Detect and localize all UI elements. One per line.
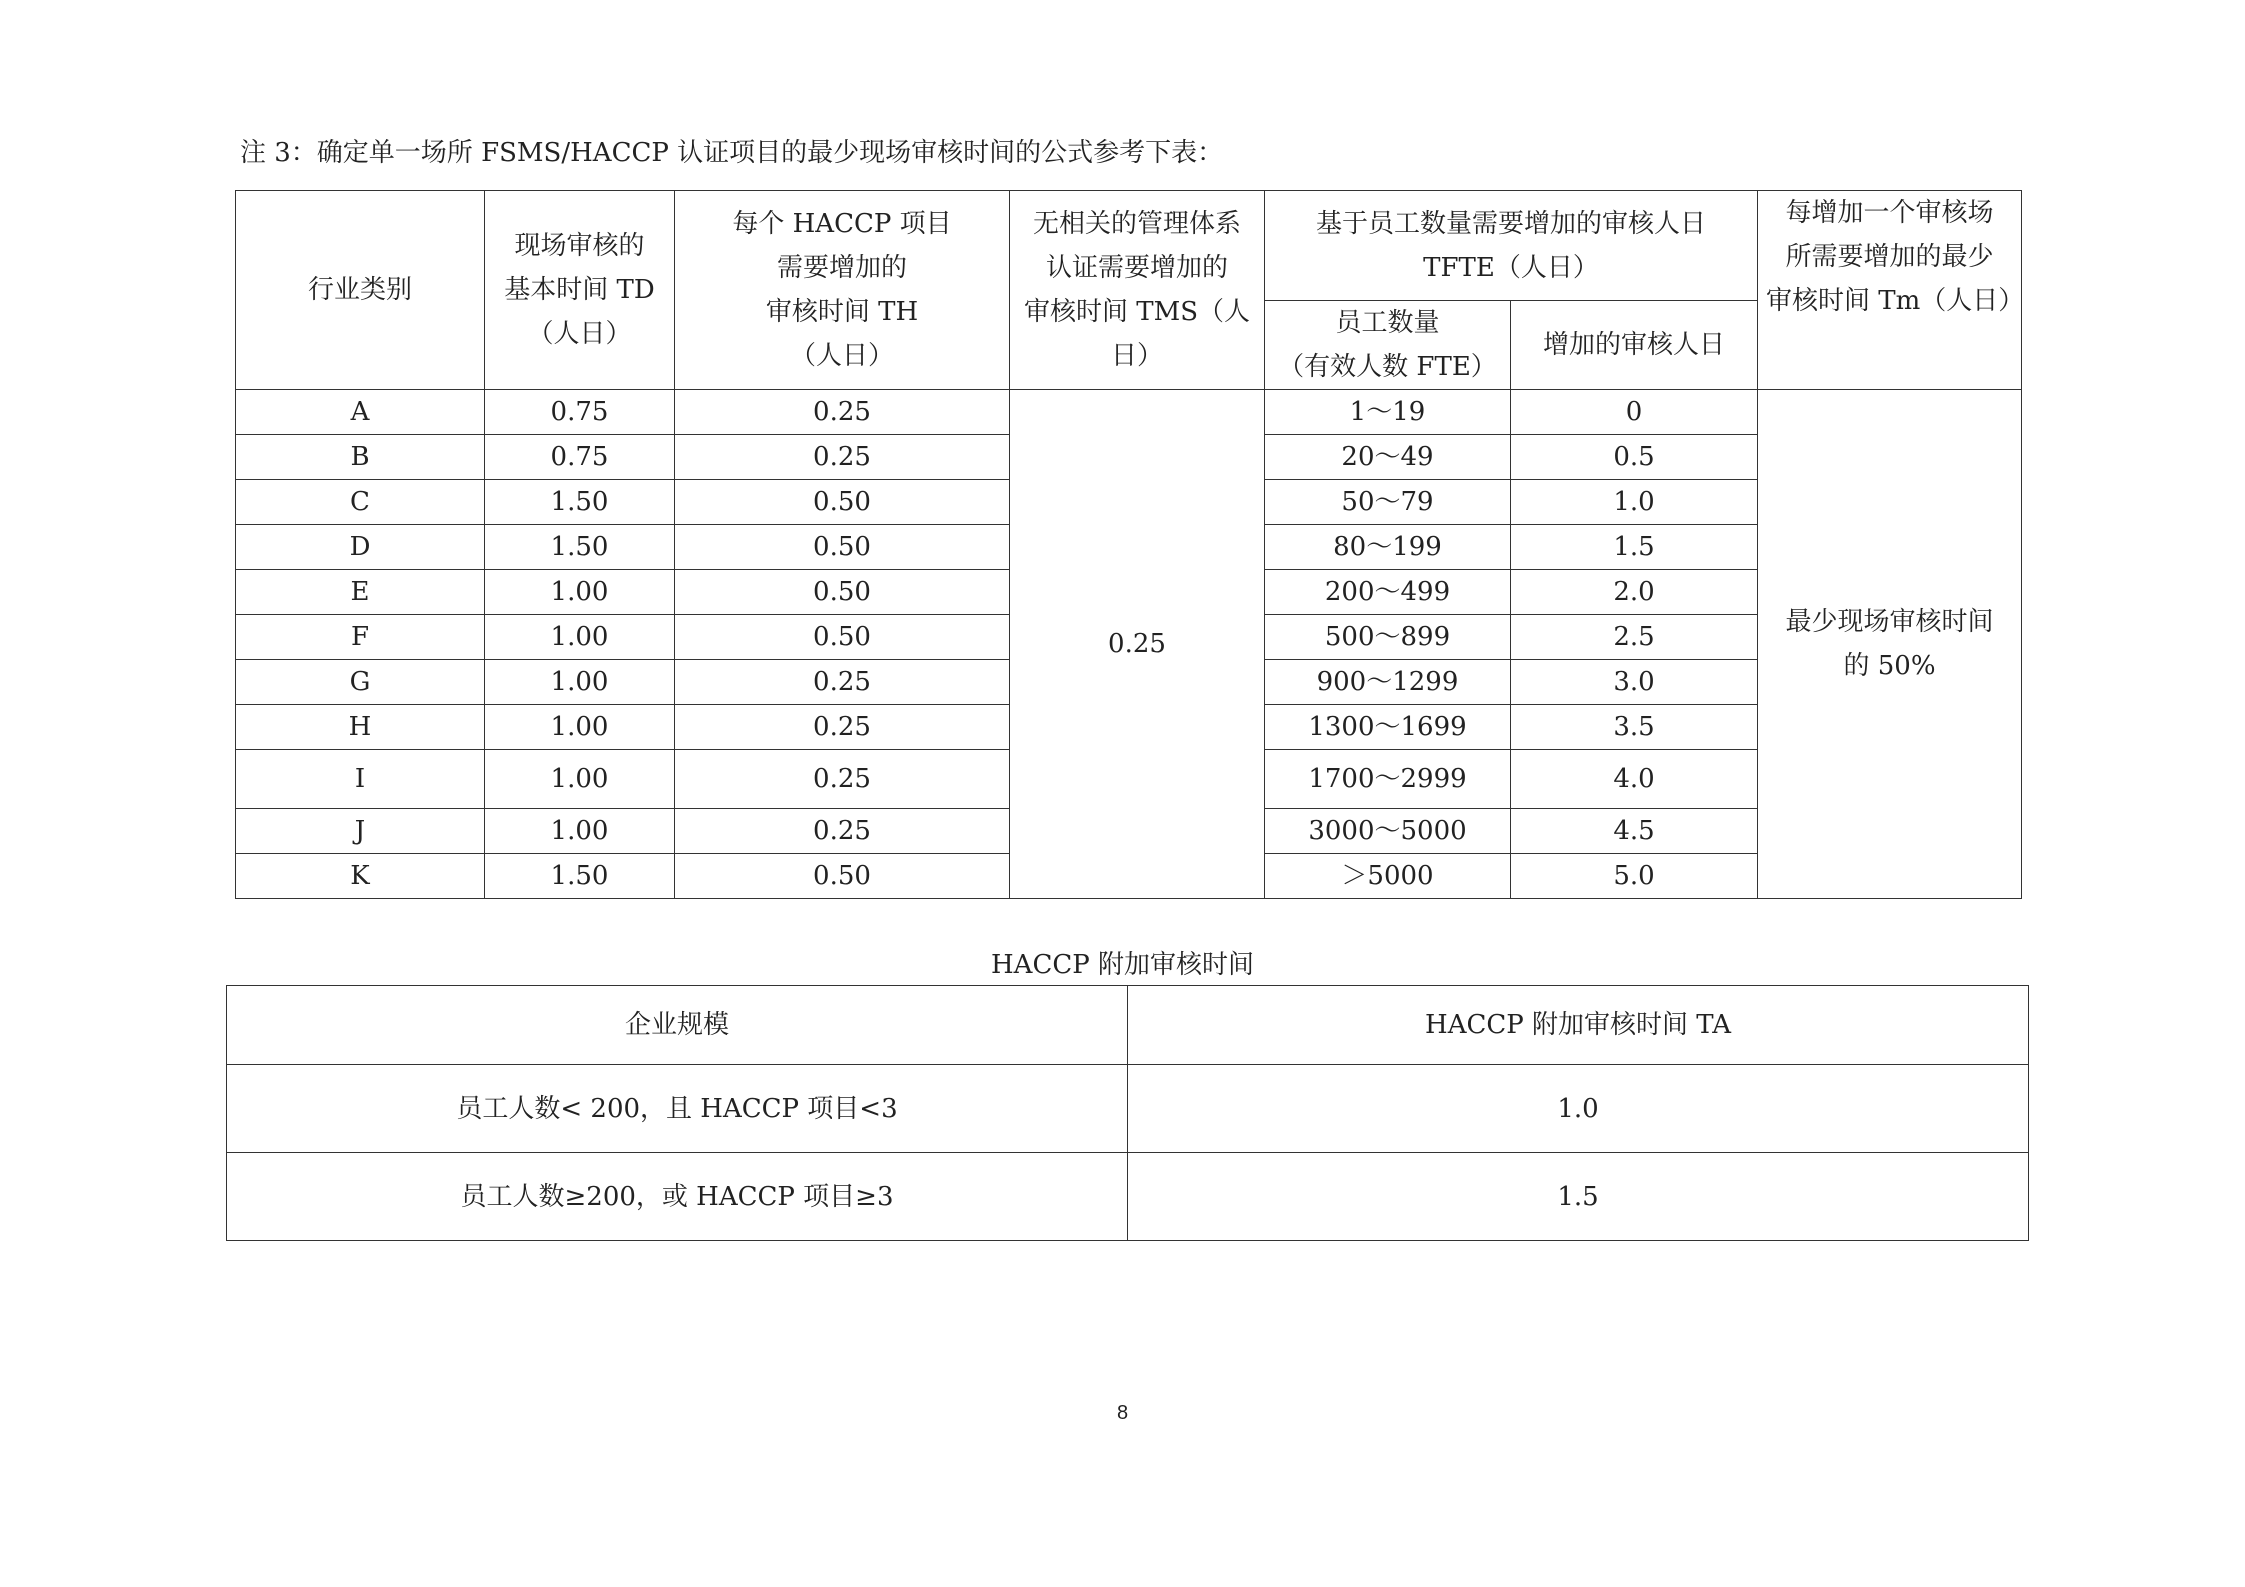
table-cell: 20～49 <box>1265 435 1511 480</box>
header-industry: 行业类别 <box>236 191 485 390</box>
table-cell: 1.5 <box>1511 525 1758 570</box>
table-cell: B <box>236 435 485 480</box>
table-cell: 0.50 <box>675 480 1010 525</box>
table-cell: 0.50 <box>675 615 1010 660</box>
header-td: 现场审核的 基本时间 TD （人日） <box>485 191 675 390</box>
table-cell: 200～499 <box>1265 570 1511 615</box>
table-cell: 50～79 <box>1265 480 1511 525</box>
table-cell: D <box>236 525 485 570</box>
header-th: 每个 HACCP 项目 需要增加的 审核时间 TH （人日） <box>675 191 1010 390</box>
table-cell: 0.25 <box>675 390 1010 435</box>
table-cell: 3.0 <box>1511 660 1758 705</box>
table-cell: 2.5 <box>1511 615 1758 660</box>
header-tm: 每增加一个审核场 所需要增加的最少 审核时间 Tm（人日） <box>1758 191 2022 390</box>
header-enterprise-scale: 企业规模 <box>227 986 1128 1065</box>
table-cell: H <box>236 705 485 750</box>
table-cell: 0.75 <box>485 390 675 435</box>
table-cell: K <box>236 854 485 899</box>
tm-value: 最少现场审核时间 的 50% <box>1758 390 2022 899</box>
table-cell: 4.0 <box>1511 750 1758 809</box>
table-cell: 0.25 <box>675 660 1010 705</box>
table-cell: A <box>236 390 485 435</box>
table-note: 注 3：确定单一场所 FSMS/HACCP 认证项目的最少现场审核时间的公式参考下表： <box>240 138 1224 168</box>
table-cell: 500～899 <box>1265 615 1511 660</box>
table-cell: 80～199 <box>1265 525 1511 570</box>
table-cell: 4.5 <box>1511 809 1758 854</box>
table-cell: 1.0 <box>1128 1065 2029 1153</box>
table-cell: 0.25 <box>675 705 1010 750</box>
table-cell: 3.5 <box>1511 705 1758 750</box>
table-row <box>227 1065 2029 1153</box>
table-cell: 1.00 <box>485 750 675 809</box>
audit-time-table <box>235 190 2025 899</box>
header-fte-count: 员工数量 （有效人数 FTE） <box>1265 301 1511 390</box>
table-cell: ＞5000 <box>1265 854 1511 899</box>
header-haccp-ta: HACCP 附加审核时间 TA <box>1128 986 2029 1065</box>
table-cell: 1.00 <box>485 705 675 750</box>
table-cell: 1.50 <box>485 525 675 570</box>
table-row <box>236 390 2022 435</box>
haccp-additional-time-table <box>226 985 2029 1241</box>
tms-value: 0.25 <box>1010 390 1265 899</box>
table-cell: 1.00 <box>485 660 675 705</box>
table-cell: 0.25 <box>675 435 1010 480</box>
table-cell: 员工人数< 200，且 HACCP 项目<3 <box>227 1065 1128 1153</box>
table-cell: E <box>236 570 485 615</box>
page-number: 8 <box>1116 1402 1129 1424</box>
table-cell: 0.25 <box>675 750 1010 809</box>
header-added-days: 增加的审核人日 <box>1511 301 1758 390</box>
table-cell: F <box>236 615 485 660</box>
table-cell: 1.5 <box>1128 1153 2029 1241</box>
table-cell: 1.50 <box>485 854 675 899</box>
table-cell: J <box>236 809 485 854</box>
table-cell: 1.0 <box>1511 480 1758 525</box>
table-cell: 1.00 <box>485 809 675 854</box>
table-cell: I <box>236 750 485 809</box>
table-cell: 0.25 <box>675 809 1010 854</box>
table-cell: 1300～1699 <box>1265 705 1511 750</box>
table-row <box>227 1153 2029 1241</box>
table-cell: 2.0 <box>1511 570 1758 615</box>
table-cell: 0.5 <box>1511 435 1758 480</box>
table-cell: 0 <box>1511 390 1758 435</box>
table-cell: 0.50 <box>675 570 1010 615</box>
table-cell: 0.75 <box>485 435 675 480</box>
header-tfte: 基于员工数量需要增加的审核人日 TFTE（人日） <box>1265 191 1758 301</box>
table-cell: 1.50 <box>485 480 675 525</box>
table-cell: 0.50 <box>675 525 1010 570</box>
header-tms: 无相关的管理体系 认证需要增加的 审核时间 TMS（人 日） <box>1010 191 1265 390</box>
table-cell: 员工人数≥200，或 HACCP 项目≥3 <box>227 1153 1128 1241</box>
table-cell: 0.50 <box>675 854 1010 899</box>
table-cell: 1.00 <box>485 570 675 615</box>
table-cell: G <box>236 660 485 705</box>
table-cell: 900～1299 <box>1265 660 1511 705</box>
haccp-table-caption: HACCP 附加审核时间 <box>991 950 1254 980</box>
table-cell: 1700～2999 <box>1265 750 1511 809</box>
table-cell: 5.0 <box>1511 854 1758 899</box>
table-cell: C <box>236 480 485 525</box>
table-cell: 1～19 <box>1265 390 1511 435</box>
table-cell: 3000～5000 <box>1265 809 1511 854</box>
table-cell: 1.00 <box>485 615 675 660</box>
